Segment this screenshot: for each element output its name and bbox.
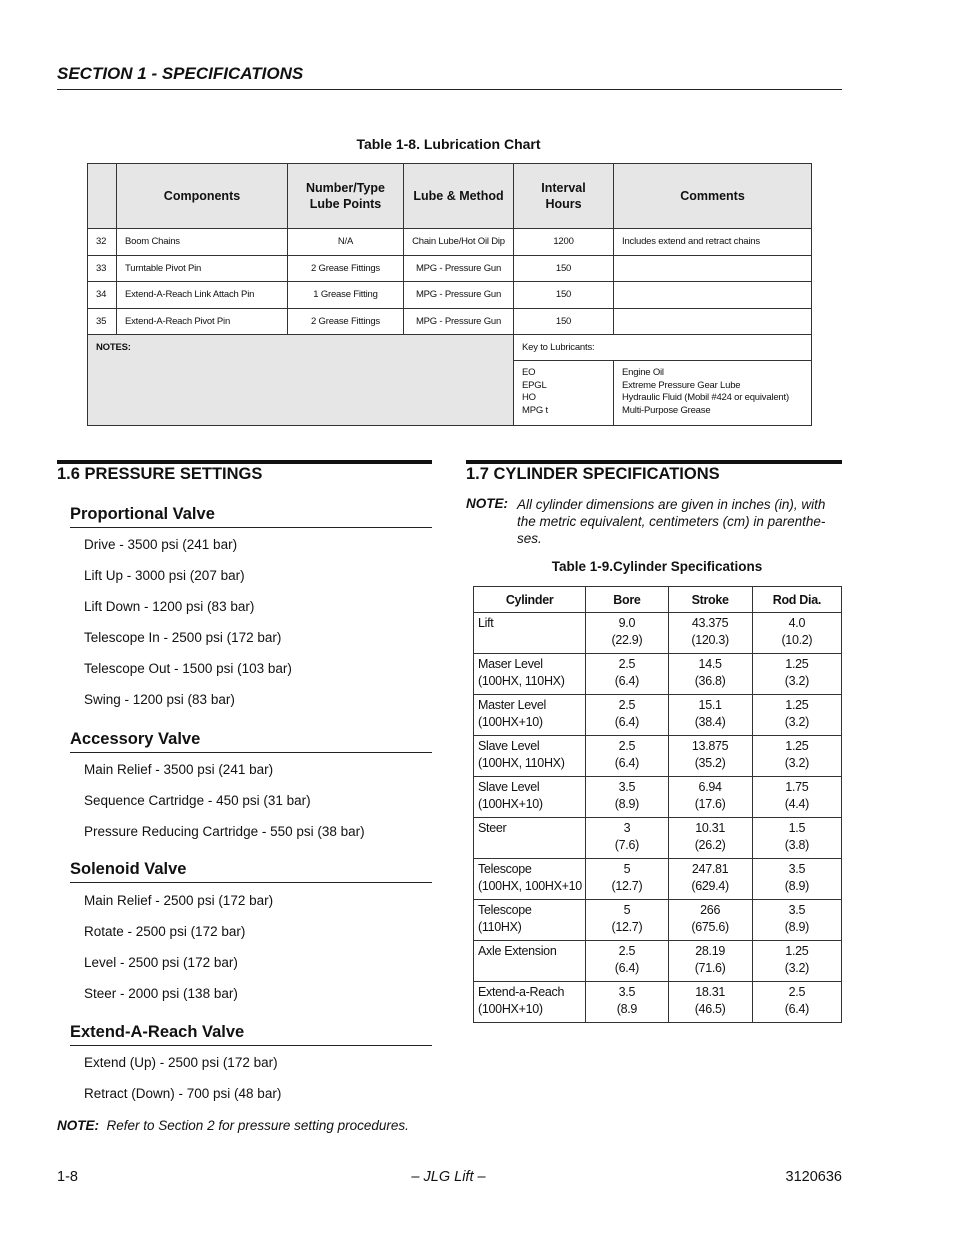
cyl-row [474,941,842,982]
header-hours: Hours [545,197,582,211]
cyl-stroke [668,777,752,818]
cyl-bore [586,613,668,654]
key-names [614,361,812,426]
key-label: Key to Lubricants: [514,335,812,361]
lube-comment [614,308,812,335]
cell-line-primary: 1.25 [785,657,809,671]
lube-interval: 150 [514,308,614,335]
cell-line-secondary: (6.4) [614,961,639,975]
page-number: 1-8 [57,1169,78,1185]
cyl-bore [586,695,668,736]
cell-line-primary: 1.25 [785,944,809,958]
cyl-header-cell: Cylinder [474,587,586,613]
cell-line-secondary: (22.9) [611,633,643,647]
cell-line-secondary: (629.4) [691,879,729,893]
cell-line-secondary: (100HX, 100HX+10 [478,879,582,893]
cyl-stroke [668,695,752,736]
lube-method: MPG - Pressure Gun [404,308,514,335]
cell-line-primary: 266 [700,903,721,917]
pressure-setting-item: Telescope Out - 1500 psi (103 bar) [84,661,292,676]
lube-key-row [88,335,812,361]
cell-line-primary: Telescope [478,903,532,917]
lube-header-cell: Components [117,164,288,229]
key-code: EPGL [522,379,547,391]
valve-heading-rule [70,1045,432,1046]
cell-line-secondary: (6.4) [784,1002,809,1016]
cell-line-primary: 3.5 [618,780,636,794]
lube-interval: 150 [514,255,614,282]
pressure-setting-item: Pressure Reducing Cartridge - 550 psi (38 bar) [84,824,365,839]
cyl-bore [586,982,668,1023]
cell-line-primary: 15.1 [698,698,722,712]
pressure-setting-item: Main Relief - 3500 psi (241 bar) [84,762,274,777]
cell-line-primary: 2.5 [618,698,636,712]
pressure-setting-item: Lift Up - 3000 psi (207 bar) [84,568,245,583]
cyl-row [474,777,842,818]
cell-line-primary: Telescope [478,862,532,876]
footer-center: – JLG Lift – [411,1169,486,1185]
pressure-setting-item: Rotate - 2500 psi (172 bar) [84,924,246,939]
cell-line-secondary: (6.4) [614,674,639,688]
cyl-bore [586,941,668,982]
pressure-setting-item: Retract (Down) - 700 psi (48 bar) [84,1086,282,1101]
cell-line-primary: 43.375 [691,616,729,630]
cell-line-secondary: (100HX+10) [478,1002,543,1016]
cell-line-primary: 247.81 [691,862,729,876]
cell-line-primary: 18.31 [695,985,726,999]
cell-line-secondary: (3.2) [784,715,809,729]
valve-heading: Solenoid Valve [70,860,187,878]
lube-header-cell [514,164,614,229]
pressure-note [57,1118,409,1133]
lube-method: MPG - Pressure Gun [404,282,514,309]
cyl-bore [586,900,668,941]
lube-header-cell [288,164,404,229]
cell-line-secondary: (100HX, 110HX) [478,674,565,688]
cell-line-primary: 2.5 [618,944,636,958]
cyl-bore [586,859,668,900]
cyl-stroke [668,654,752,695]
cell-line-secondary: (10.2) [781,633,813,647]
cell-line-primary: 28.19 [695,944,726,958]
cyl-row [474,654,842,695]
cell-line-primary: 2.5 [788,985,806,999]
cell-line-secondary [478,960,585,977]
cell-line-primary: Slave Level [478,780,540,794]
cyl-name [474,859,586,900]
cell-line-primary: Master Level [478,698,546,712]
key-name: Multi-Purpose Grease [622,404,711,416]
cell-line-secondary: (110HX) [478,920,522,934]
cell-line-secondary [478,837,585,854]
cyl-bore [586,777,668,818]
cyl-rod-dia [752,900,841,941]
note-label: NOTE: [466,496,508,511]
key-name: Extreme Pressure Gear Lube [622,379,741,391]
lube-body [88,229,812,335]
lube-comment [614,255,812,282]
pressure-setting-item: Steer - 2000 psi (138 bar) [84,986,238,1001]
key-code: MPG t [522,404,548,416]
lube-points: 1 Grease Fitting [288,282,404,309]
pressure-setting-item: Swing - 1200 psi (83 bar) [84,692,235,707]
lube-points: 2 Grease Fittings [288,255,404,282]
lube-row [88,308,812,335]
cylinder-section-rule [466,460,842,464]
pressure-setting-item: Lift Down - 1200 psi (83 bar) [84,599,255,614]
lube-comment: Includes extend and retract chains [614,229,812,256]
cell-line-primary: 2.5 [618,657,636,671]
cyl-rod-dia [752,982,841,1023]
cell-line-primary: 1.25 [785,739,809,753]
lube-header-cell [88,164,117,229]
lube-comment [614,282,812,309]
header-rule [57,89,842,90]
cyl-rod-dia [752,654,841,695]
cell-line-secondary: (675.6) [691,920,729,934]
cell-line-secondary: (17.6) [694,797,726,811]
pressure-setting-item: Drive - 3500 psi (241 bar) [84,537,238,552]
cyl-name [474,982,586,1023]
pressure-setting-item: Main Relief - 2500 psi (172 bar) [84,893,274,908]
cyl-row [474,859,842,900]
valve-heading: Accessory Valve [70,730,201,748]
cell-line-primary: 3 [623,821,631,835]
cyl-rod-dia [752,736,841,777]
cyl-name [474,900,586,941]
note-line: the metric equivalent, centimeters (cm) in parenthe- [517,514,826,529]
lube-row [88,229,812,256]
cyl-stroke [668,736,752,777]
cell-line-secondary [478,632,585,649]
cyl-bore [586,818,668,859]
cyl-rod-dia [752,695,841,736]
cyl-name [474,654,586,695]
cyl-stroke [668,900,752,941]
cell-line-primary: Maser Level [478,657,543,671]
cell-line-secondary: (3.2) [784,961,809,975]
cylinder-note-label [466,496,508,511]
cyl-stroke [668,859,752,900]
cell-line-secondary: (8.9 [616,1002,638,1016]
lube-points: N/A [288,229,404,256]
cell-line-secondary: (120.3) [691,633,729,647]
header-number-type: Number/Type [306,181,385,195]
cyl-row [474,900,842,941]
pressure-setting-item: Level - 2500 psi (172 bar) [84,955,238,970]
cell-line-primary: 13.875 [691,739,729,753]
cyl-header-cell: Stroke [668,587,752,613]
pressure-setting-item: Sequence Cartridge - 450 psi (31 bar) [84,793,311,808]
cyl-name [474,613,586,654]
lube-row-number: 32 [88,229,117,256]
key-name: Engine Oil [622,367,664,378]
lube-interval: 150 [514,282,614,309]
cell-line-primary: Steer [478,821,507,835]
cell-line-secondary: (3.2) [784,674,809,688]
lube-table-title: Table 1-8. Lubrication Chart [356,136,541,152]
cell-line-primary: 5 [623,903,631,917]
lube-component: Turntable Pivot Pin [117,255,288,282]
valve-heading: Proportional Valve [70,505,215,523]
cyl-row [474,695,842,736]
valve-heading-rule [70,752,432,753]
cell-line-primary: Lift [478,616,494,630]
cyl-row [474,736,842,777]
cyl-row [474,613,842,654]
cell-line-secondary: (8.9) [784,920,809,934]
lube-component: Extend-A-Reach Pivot Pin [117,308,288,335]
lube-component: Extend-A-Reach Link Attach Pin [117,282,288,309]
valve-heading-rule [70,882,432,883]
cyl-bore [586,654,668,695]
header-interval: Interval [541,181,586,195]
doc-number: 3120636 [785,1169,842,1185]
valve-heading: Extend-A-Reach Valve [70,1023,245,1041]
note-line: ses. [517,531,542,546]
lube-row [88,282,812,309]
lube-row-number: 34 [88,282,117,309]
note-text: Refer to Section 2 for pressure setting procedures. [106,1118,409,1133]
header-lube-points: Lube Points [309,197,382,211]
cyl-header-row [474,587,842,613]
note-line: All cylinder dimensions are given in inches (in), with [517,497,826,512]
lube-row-number: 33 [88,255,117,282]
cyl-rod-dia [752,613,841,654]
cyl-name [474,695,586,736]
cylinder-section-title: 1.7 CYLINDER SPECIFICATIONS [466,465,720,483]
cell-line-primary: Extend-a-Reach [478,985,565,999]
lube-method: MPG - Pressure Gun [404,255,514,282]
cell-line-secondary: (8.9) [614,797,639,811]
note-label: NOTE: [57,1118,99,1133]
lube-header-cell: Comments [614,164,812,229]
cell-line-primary: 1.25 [785,698,809,712]
cell-line-secondary: (36.8) [694,674,726,688]
cyl-row [474,982,842,1023]
cell-line-secondary: (3.2) [784,756,809,770]
cell-line-secondary: (4.4) [784,797,809,811]
key-code: HO [522,392,536,403]
cyl-bore [586,736,668,777]
cell-line-secondary: (46.5) [694,1002,726,1016]
cell-line-primary: 1.75 [785,780,809,794]
cell-line-secondary: (100HX, 110HX) [478,756,565,770]
cell-line-primary: 3.5 [618,985,636,999]
cell-line-primary: Slave Level [478,739,540,753]
cylinder-table-title: Table 1-9.Cylinder Specifications [551,559,763,574]
lube-header-cell: Lube & Method [404,164,514,229]
cyl-header-cell: Rod Dia. [752,587,841,613]
cell-line-secondary: (8.9) [784,879,809,893]
cyl-body [474,613,842,1023]
cell-line-primary: 6.94 [698,780,722,794]
cell-line-primary: 5 [623,862,631,876]
cell-line-secondary: (6.4) [614,715,639,729]
key-code: EO [522,367,536,378]
cell-line-secondary: (38.4) [694,715,726,729]
cell-line-primary: 2.5 [618,739,636,753]
notes-cell: NOTES: [88,335,514,426]
cell-line-secondary: (71.6) [694,961,726,975]
cell-line-secondary: (12.7) [611,920,643,934]
cyl-rod-dia [752,941,841,982]
cyl-stroke [668,613,752,654]
pressure-setting-item: Extend (Up) - 2500 psi (172 bar) [84,1055,278,1070]
pressure-setting-item: Telescope In - 2500 psi (172 bar) [84,630,282,645]
valve-heading-rule [70,527,432,528]
cell-line-secondary: (100HX+10) [478,797,543,811]
cell-line-primary: Axle Extension [478,944,557,958]
cell-line-primary: 3.5 [788,862,806,876]
cell-line-primary: 1.5 [788,821,806,835]
lube-row-number: 35 [88,308,117,335]
pressure-section-title: 1.6 PRESSURE SETTINGS [57,465,263,483]
cell-line-primary: 14.5 [698,657,722,671]
cell-line-secondary: (7.6) [614,838,639,852]
cyl-stroke [668,982,752,1023]
cell-line-secondary: (100HX+10) [478,715,543,729]
lubrication-table [87,163,812,426]
pressure-section-rule [57,460,432,464]
section-header: SECTION 1 - SPECIFICATIONS [57,64,304,83]
cell-line-secondary: (35.2) [694,756,726,770]
cell-line-primary: 9.0 [618,616,636,630]
lube-interval: 1200 [514,229,614,256]
key-name: Hydraulic Fluid (Mobil #424 or equivalent) [622,392,789,403]
cyl-row [474,818,842,859]
cell-line-secondary: (12.7) [611,879,643,893]
cell-line-secondary: (26.2) [694,838,726,852]
cell-line-secondary: (3.8) [784,838,809,852]
cyl-header-cell: Bore [586,587,668,613]
cell-line-primary: 4.0 [788,616,806,630]
cyl-rod-dia [752,818,841,859]
lube-header-row [88,164,812,229]
cyl-name [474,736,586,777]
cyl-name [474,777,586,818]
cell-line-primary: 10.31 [695,821,726,835]
cylinder-table [473,586,842,1023]
cyl-rod-dia [752,859,841,900]
lube-row [88,255,812,282]
cylinder-note-text [517,496,843,547]
cyl-rod-dia [752,777,841,818]
cyl-stroke [668,941,752,982]
cell-line-primary: 3.5 [788,903,806,917]
key-codes [514,361,614,426]
cyl-stroke [668,818,752,859]
cyl-name [474,818,586,859]
lube-component: Boom Chains [117,229,288,256]
cyl-name [474,941,586,982]
lube-points: 2 Grease Fittings [288,308,404,335]
lube-method: Chain Lube/Hot Oil Dip [404,229,514,256]
cell-line-secondary: (6.4) [614,756,639,770]
